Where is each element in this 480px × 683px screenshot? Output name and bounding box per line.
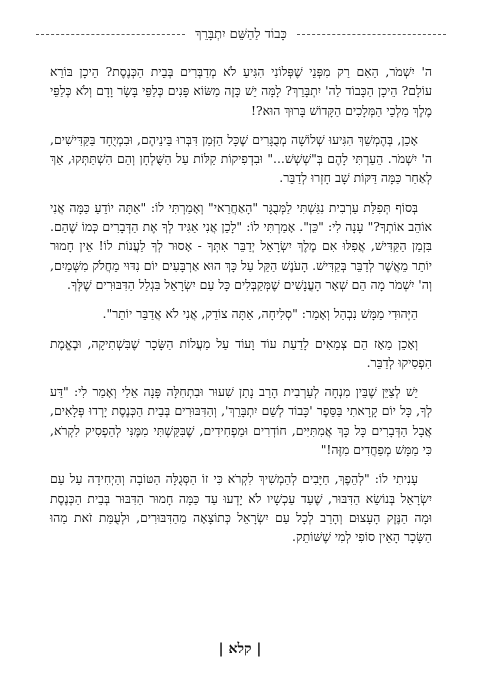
paragraph: יֵשׁ לְצַיֵּן שֶׁבֵּין מִנְחָה לְעַרְבִית הָרַב נָתַן שִׁעוּר וּבִתְחִלָּה פָּנָה אֵלַי וְאָמַר לִי: "דַּע לְךָ, כָּל יוֹם קָרָאתִי בַּסֵּפֶר 'כָּבוֹד לְשֵׁם יִתְבָּרֵךְ', וְהַדִּבּוּרִים בְּבֵית הַכְּנֶסֶת יָרְדוּ פְּלָאִים, אֲבָל הַדְּבָרִים כָּל כָּךְ אֲמִתִּיִּים, חוֹדְרִים וּמַפְחִידִים, שֶׁבִּקַּשְׁתִּי מִמֶּנִּי לְהַפְסִיק לִקְרֹא, כִּי מַמָּשׁ מְפַחֲדִים מִזֶּה!" bbox=[50, 384, 432, 458]
paragraph: ה' יִשְׁמֹר, הַאִם רַק מִפְּנֵי שֶׁפְּלוֹנִי הִגִּיעַ לֹא מְדַבְּרִים בְּבֵית הַכְּנֶסֶת? הֵיכָן בּוֹרֵא עוֹלָם? הֵיכָן הַכָּבוֹד לַה' יִתְבָּרֵךְ? לָמָּה יֵשׁ כָּזֶה מַשּׂוֹא פָּנִים כְּלַפֵּי בָּשָׂר וָדָם וְלֹא כְּלַפֵּי מֶלֶךְ מַלְכֵי הַמְּלָכִים הַקָּדוֹשׁ בָּרוּךְ הוּא?! bbox=[50, 64, 432, 118]
paragraph: עָנִיתִי לוֹ: "לְהֵפֶךְ, חַיָּבִים לְהַמְשִׁיךְ לִקְרֹא כִּי זוֹ הַסְּגֻלָּה הַטּוֹבָה וְהַיְחִידָה עַל עַם יִשְׂרָאֵל בְּנוֹשֵׂא הַדִּבּוּר, שֶׁעַד עַכְשָׁיו לֹא יָדְעוּ עַד כַּמָּה חָמוּר הַדִּבּוּר בְּבֵית הַכְּנֶסֶת וּמָה הַנֶּזֶק הָעָצוּם וְהָרַב לְכָל עַם יִשְׂרָאֵל כְּתוֹצָאָה מֵהַדִּבּוּרִים, וּלְעֻמַּת זֹאת מַהוּ הַשָּׂכָר הָאֵין סוֹפִי לְמִי שֶׁשּׁוֹתֵק. bbox=[50, 471, 432, 545]
body-text bbox=[50, 62, 432, 557]
paragraph: הַיְּהוּדִי מַמָּשׁ נִבְהַל וְאָמַר: "סְלִיחָה, אַתָּה צוֹדֵק, אֲנִי לֹא אֲדַבֵּר יוֹתֵר". bbox=[102, 306, 418, 322]
running-header bbox=[36, 24, 446, 44]
page-number: | קלא | bbox=[218, 641, 262, 657]
header-title: כָּבוֹד לַהַשֵּׁם יִתְבָּרֵךְ bbox=[195, 27, 287, 42]
paragraph: אָכֵן, בְּהֶמְשֵׁךְ הִגִּיעוּ שְׁלוֹשָׁה מְבֻגָּרִים שֶׁכָּל הַזְּמַן דִּבְּרוּ בֵּינֵיהֶם, וּבִמְיֻחָד בַּקַּדִּישִׁים, ה' יִשְׁמֹר. הֵעַרְתִּי לָהֶם בְּ"שְׁשְׁשׁ..." וּבִדְפִיקוֹת קַלּוֹת עַל הַשֻּׁלְחָן וְהֵם הִשְׁתַּתְּקוּ, אַךְ לְאַחַר כַּמָּה דַּקּוֹת שָׁב חָזְרוּ לְדַבֵּר. bbox=[50, 131, 432, 186]
header-rule-right bbox=[297, 34, 446, 35]
paragraph: וְאָכֵן מֵאָז הֵם צְמֵאִים לָדַעַת עוֹד וָעוֹד עַל מַעֲלוֹת הַשָּׂכָר שֶׁבִּשְׁתִיקָה, וּבֶאֱמֶת הִפְסִיקוּ לְדַבֵּר. bbox=[50, 335, 432, 370]
paragraph: בְּסוֹף תְּפִלַּת עַרְבִית נִגַּשְׁתִּי לַמְּבֻגָּר "הָאַחֲרַאי" וְאָמַרְתִּי לוֹ: "אַתָּה יוֹדֵעַ כַּמָּה אֲנִי אוֹהֵב אוֹתְךָ?" עָנָה לִי: "כֵּן". אָמַרְתִּי לוֹ: "לָכֵן אֲנִי אַגִּיד לְךָ אֶת הַדְּבָרִים כְּמוֹ שֶׁהֵם. בִּזְמַן הַקַּדִּישׁ, אֲפִלּוּ אִם מֶלֶךְ יִשְׂרָאֵל יְדַבֵּר אִתְּךָ - אָסוּר לְךָ לַעֲנוֹת לוֹ! אֵין חָמוּר יוֹתֵר מֵאֲשֶׁר לְדַבֵּר בְּקַדִּישׁ. הָעֹנֶשׁ הַקַּל עַל כָּךְ הוּא אַרְבָּעִים יוֹם נִדּוּי מֵחֲלֹק מִשְּׁמַיִם, וְה' יִשְׁמֹר מָה הֵם שְׁאָר הָעֳנָשִׁים שֶׁמְּקַבְּלִים כָּל עַם יִשְׂרָאֵל בִּגְלַל הַדִּבּוּרִים שֶׁלְּךָ. bbox=[50, 199, 432, 292]
header-rule-left bbox=[36, 34, 185, 35]
